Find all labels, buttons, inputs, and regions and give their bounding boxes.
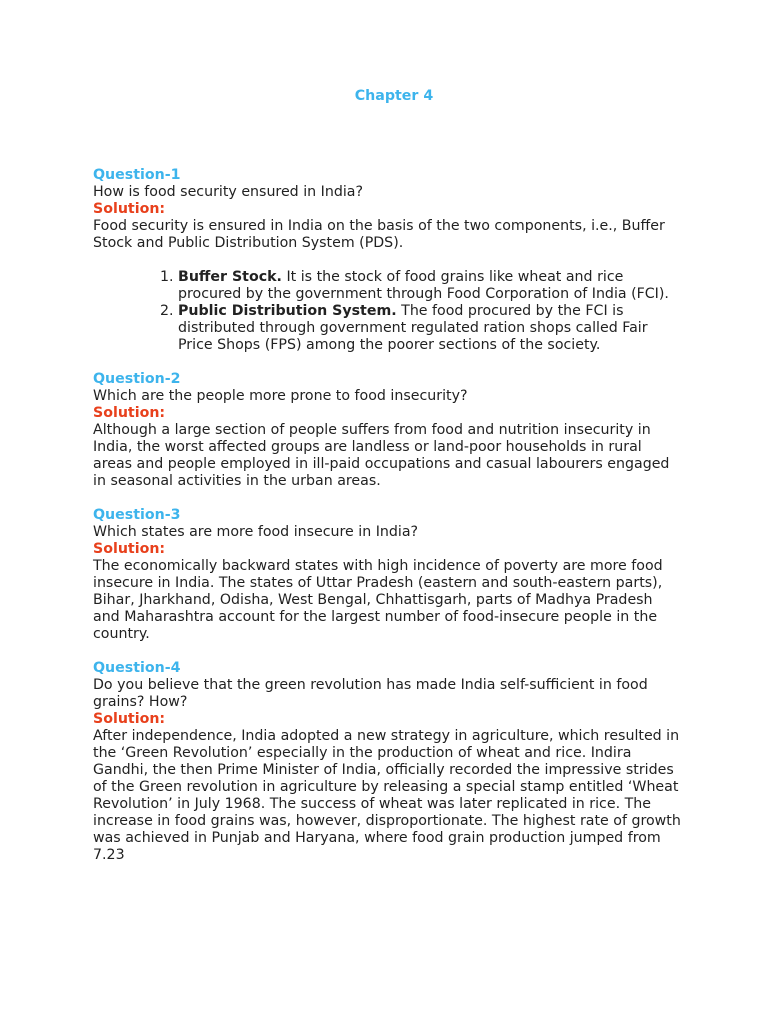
question-label: Question-2: [93, 371, 181, 387]
solution-label: Solution:: [93, 201, 166, 217]
solution-label: Solution:: [93, 405, 166, 421]
document-content: [93, 167, 683, 881]
answer-text: After independence, India adopted a new strategy in agriculture, which resulted in the ‘Green Revolution’ especially in the production of wheat and rice. Indira Gandhi, the then Prime Minister of India, officially recorded the impressive strides of the Green revolution in agriculture by releasing a special stamp entitled ‘Wheat Revolution’ in July 1968. The success of wheat was later replicated in rice. The increase in food grains was, however, disproportionate. The highest rate of growth was achieved in Punjab and Haryana, where food grain production jumped from 7.23: [93, 728, 681, 863]
question-label: Question-3: [93, 507, 181, 523]
question-text: Which are the people more prone to food insecurity?: [93, 388, 468, 404]
question-text: How is food security ensured in India?: [93, 184, 363, 200]
list-item-text: The food procured by the FCI is distributed through government regulated ration shops called Fair Price Shops (FPS) among the poorer sections of the society.: [178, 303, 648, 353]
list-item-term: Buffer Stock.: [178, 269, 282, 285]
chapter-title: Chapter 4: [354, 88, 434, 104]
question-label: Question-4: [93, 660, 181, 676]
solution-label: Solution:: [93, 711, 166, 727]
list-item-text: It is the stock of food grains like wheat and rice procured by the government through Food Corporation of India (FCI).: [178, 269, 669, 302]
question-block-1: [93, 167, 683, 354]
list-item: [178, 303, 683, 354]
answer-list: [93, 269, 683, 354]
question-block-3: [93, 507, 683, 643]
question-label: Question-1: [93, 167, 181, 183]
list-item-term: Public Distribution System.: [178, 303, 397, 319]
question-block-4: [93, 660, 683, 864]
question-text: Do you believe that the green revolution has made India self-sufficient in food grains? How?: [93, 677, 648, 710]
answer-text: Although a large section of people suffers from food and nutrition insecurity in India, the worst affected groups are landless or land-poor households in rural areas and people employed in ill-paid occupations and casual labourers engaged in seasonal activities in the urban areas.: [93, 422, 670, 489]
solution-label: Solution:: [93, 541, 166, 557]
answer-text: The economically backward states with high incidence of poverty are more food insecure in India. The states of Uttar Pradesh (eastern and south-eastern parts), Bihar, Jharkhand, Odisha, West Bengal, Chhattisgarh, parts of Madhya Pradesh and Maharashtra account for the largest number of food-insecure people in the country.: [93, 558, 663, 642]
answer-text: Food security is ensured in India on the basis of the two components, i.e., Buffer Stock and Public Distribution System (PDS).: [93, 218, 665, 251]
list-item: [178, 269, 683, 303]
question-block-2: [93, 371, 683, 490]
question-text: Which states are more food insecure in India?: [93, 524, 419, 540]
